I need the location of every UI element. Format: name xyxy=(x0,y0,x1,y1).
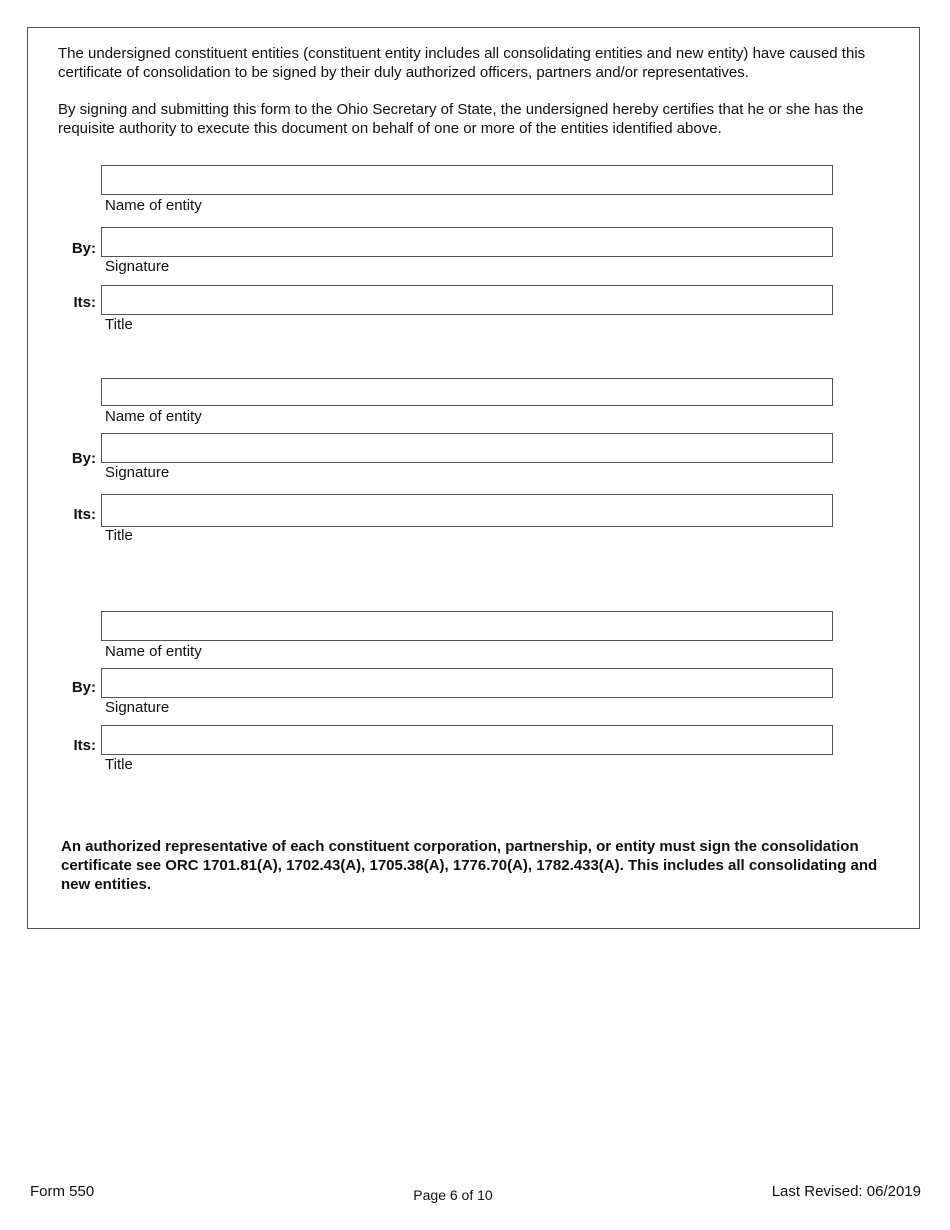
signature-caption-3: Signature xyxy=(105,699,170,716)
entity-name-caption-2: Name of entity xyxy=(105,408,202,425)
revision-date: Last Revised: 06/2019 xyxy=(771,1183,921,1200)
its-label-1: Its: xyxy=(73,294,96,311)
signature-caption-1: Signature xyxy=(105,258,170,275)
by-label-2: By: xyxy=(71,450,96,467)
form-frame xyxy=(27,27,920,929)
its-label-2: Its: xyxy=(73,506,96,523)
its-label-3: Its: xyxy=(73,737,96,754)
signature-caption-2: Signature xyxy=(105,464,170,481)
by-label-1: By: xyxy=(71,240,96,257)
signature-field-2[interactable] xyxy=(101,433,833,463)
entity-name-field-3[interactable] xyxy=(101,611,833,641)
signature-field-1[interactable] xyxy=(101,227,833,257)
entity-name-caption-3: Name of entity xyxy=(105,643,202,660)
title-field-2[interactable] xyxy=(101,494,833,527)
intro-paragraph-2: By signing and submitting this form to the Ohio Secretary of State, the undersigned hereby certifies that he or she has the requisite authority to execute this document on behalf of one or more of the entities identified above. xyxy=(58,101,864,137)
title-caption-1: Title xyxy=(105,316,133,333)
page-number: Page 6 of 10 xyxy=(413,1187,493,1203)
title-field-3[interactable] xyxy=(101,725,833,755)
title-caption-2: Title xyxy=(105,527,133,544)
title-field-1[interactable] xyxy=(101,285,833,315)
intro-paragraph-1: The undersigned constituent entities (constituent entity includes all consolidating entities and new entity) have caused this certificate of consolidation to be signed by their duly authorized officers, partners and/or representatives. xyxy=(58,45,866,81)
by-label-3: By: xyxy=(71,679,96,696)
entity-name-field-2[interactable] xyxy=(101,378,833,406)
signature-field-3[interactable] xyxy=(101,668,833,698)
entity-name-caption-1: Name of entity xyxy=(105,197,202,214)
form-number: Form 550 xyxy=(30,1183,95,1200)
title-caption-3: Title xyxy=(105,756,133,773)
entity-name-field-1[interactable] xyxy=(101,165,833,195)
signing-requirement-notice: An authorized representative of each constituent corporation, partnership, or entity must sign the consolidation certificate see ORC 1701.81(A), 1702.43(A), 1705.38(A), 1776.70(A), 1782.433(A). This includes all consolidating and new entities. xyxy=(61,838,878,893)
